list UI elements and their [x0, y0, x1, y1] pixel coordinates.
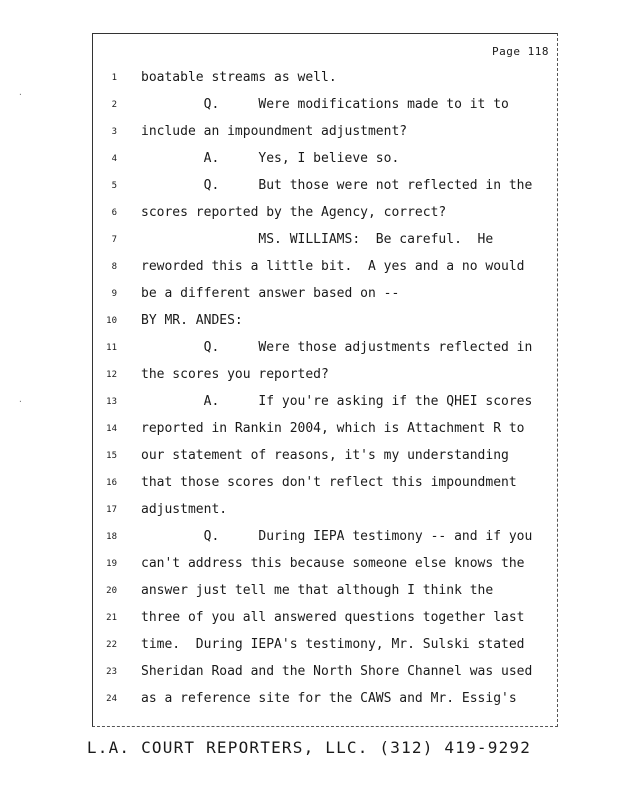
line-number: 14	[106, 424, 117, 434]
transcript-line	[93, 178, 557, 198]
transcript-line	[93, 610, 557, 630]
line-number: 21	[106, 613, 117, 623]
line-text: reworded this a little bit. A yes and a no would	[141, 259, 525, 274]
line-number: 8	[111, 262, 117, 272]
line-text: boatable streams as well.	[141, 70, 337, 85]
transcript-line	[93, 313, 557, 333]
transcript-line	[93, 70, 557, 90]
line-text: Sheridan Road and the North Shore Channel was used	[141, 664, 533, 679]
line-number: 6	[111, 208, 117, 218]
line-number: 11	[106, 343, 117, 353]
line-number: 18	[106, 532, 117, 542]
page-number-label: Page 118	[492, 45, 549, 58]
line-text: answer just tell me that although I think the	[141, 583, 494, 598]
transcript-line	[93, 259, 557, 279]
line-text: time. During IEPA's testimony, Mr. Sulski stated	[141, 637, 525, 652]
line-text: include an impoundment adjustment?	[141, 124, 408, 139]
line-text: be a different answer based on --	[141, 286, 400, 301]
line-number: 2	[111, 100, 117, 110]
line-text: three of you all answered questions together last	[141, 610, 525, 625]
line-text: reported in Rankin 2004, which is Attachment R to	[141, 421, 525, 436]
line-number: 20	[106, 586, 117, 596]
margin-mark: .	[18, 395, 23, 404]
transcript-line	[93, 583, 557, 603]
transcript-page-frame	[92, 33, 558, 727]
line-text: that those scores don't reflect this impoundment	[141, 475, 517, 490]
line-number: 5	[111, 181, 117, 191]
transcript-line	[93, 664, 557, 684]
line-number: 7	[111, 235, 117, 245]
line-text: MS. WILLIAMS: Be careful. He	[141, 232, 494, 247]
line-text: our statement of reasons, it's my understanding	[141, 448, 509, 463]
line-text: Q. Were modifications made to it to	[141, 97, 509, 112]
margin-mark: .	[18, 88, 23, 97]
transcript-line	[93, 97, 557, 117]
transcript-line	[93, 421, 557, 441]
line-number: 23	[106, 667, 117, 677]
line-text: as a reference site for the CAWS and Mr. Essig's	[141, 691, 517, 706]
transcript-line	[93, 529, 557, 549]
line-number: 17	[106, 505, 117, 515]
line-text: adjustment.	[141, 502, 228, 517]
line-number: 9	[111, 289, 117, 299]
transcript-line	[93, 448, 557, 468]
transcript-line	[93, 205, 557, 225]
line-number: 10	[106, 316, 117, 326]
line-number: 12	[106, 370, 117, 380]
line-text: scores reported by the Agency, correct?	[141, 205, 447, 220]
transcript-line	[93, 367, 557, 387]
transcript-line	[93, 124, 557, 144]
line-number: 3	[111, 127, 117, 137]
line-text: A. If you're asking if the QHEI scores	[141, 394, 533, 409]
transcript-line	[93, 151, 557, 171]
line-number: 19	[106, 559, 117, 569]
transcript-line	[93, 691, 557, 711]
line-number: 16	[106, 478, 117, 488]
line-text: BY MR. ANDES:	[141, 313, 243, 328]
line-text: A. Yes, I believe so.	[141, 151, 400, 166]
line-text: can't address this because someone else knows the	[141, 556, 525, 571]
line-number: 4	[111, 154, 117, 164]
line-text: the scores you reported?	[141, 367, 329, 382]
court-reporter-footer: L.A. COURT REPORTERS, LLC. (312) 419-9292	[86, 738, 532, 757]
line-text: Q. Were those adjustments reflected in	[141, 340, 533, 355]
transcript-line	[93, 286, 557, 306]
transcript-line	[93, 502, 557, 522]
line-number: 13	[106, 397, 117, 407]
transcript-line	[93, 637, 557, 657]
line-text: Q. But those were not reflected in the	[141, 178, 533, 193]
transcript-line	[93, 232, 557, 252]
line-number: 22	[106, 640, 117, 650]
line-number: 15	[106, 451, 117, 461]
line-text: Q. During IEPA testimony -- and if you	[141, 529, 533, 544]
line-number: 1	[111, 73, 117, 83]
transcript-line	[93, 394, 557, 414]
transcript-line	[93, 475, 557, 495]
transcript-line	[93, 340, 557, 360]
line-number: 24	[106, 694, 117, 704]
transcript-line	[93, 556, 557, 576]
